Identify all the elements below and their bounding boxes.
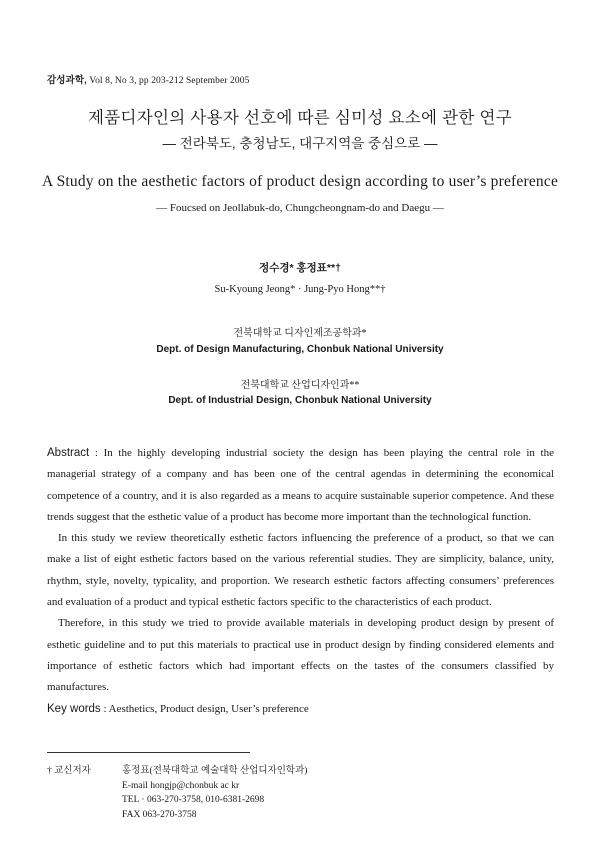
affiliation-2-korean: 전북대학교 산업디자인과** bbox=[240, 380, 360, 391]
abstract-paragraph-1 bbox=[47, 443, 554, 528]
journal-name: 감성과학, bbox=[47, 75, 87, 86]
subtitle-korean: — 전라북도, 충청남도, 대구지역을 중심으로 — bbox=[162, 136, 438, 151]
subtitle-english: — Foucsed on Jeollabuk-do, Chungcheongnam-do and Daegu — bbox=[156, 202, 444, 214]
footnote-email: E-mail hongjp@chonbuk ac kr bbox=[122, 780, 240, 791]
keywords-line bbox=[47, 699, 554, 720]
keywords-text: Aesthetics, Product design, User’s preference bbox=[108, 702, 309, 715]
affiliation-2-english: Dept. of Industrial Design, Chonbuk National University bbox=[168, 395, 432, 406]
authors-english: Su-Kyoung Jeong* · Jung-Pyo Hong**† bbox=[214, 284, 386, 295]
journal-info: Vol 8, No 3, pp 203-212 September 2005 bbox=[86, 76, 250, 86]
footnote-fax: FAX 063-270-3758 bbox=[122, 809, 197, 820]
affiliation-1-korean: 전북대학교 디자인제조공학과* bbox=[233, 328, 367, 339]
affiliation-1-english: Dept. of Design Manufacturing, Chonbuk National University bbox=[156, 344, 444, 355]
title-english: A Study on the aesthetic factors of product design according to user’s preference bbox=[41, 173, 559, 190]
footnote-mark: † 교신저자 bbox=[47, 766, 91, 776]
abstract-section bbox=[47, 443, 554, 720]
abstract-separator: : bbox=[89, 447, 104, 459]
footnote-divider bbox=[47, 752, 250, 753]
keywords-separator: : bbox=[100, 702, 109, 715]
abstract-text-1: In the highly developing industrial society the design has been playing the central role in the managerial strategy of a company and has been one of the central agendas in determining the economical competence of a country, and it is also regarded as a means to acquire sustainable superior competence. And these trends suggest that the esthetic value of a product has become more important than the technological function. bbox=[47, 447, 554, 523]
keywords-label: Key words bbox=[47, 702, 101, 715]
abstract-label: Abstract bbox=[47, 447, 90, 459]
footnote-author: 홍정표(전북대학교 예술대학 산업디자인학과) bbox=[122, 766, 308, 776]
authors-korean: 정수경* 홍정표**† bbox=[259, 262, 341, 274]
footnote bbox=[47, 764, 307, 822]
title-korean: 제품디자인의 사용자 선호에 따른 심미성 요소에 관한 연구 bbox=[88, 109, 512, 127]
abstract-paragraph-3: Therefore, in this study we tried to provide available materials in developing product design by present of esthetic guideline and to put this materials to practical use in product design by finding considered elements and importance of esthetic factors which had important effects on the tastes of the consumers classified by manufactures. bbox=[47, 617, 554, 694]
journal-citation bbox=[47, 72, 249, 86]
footnote-tel: TEL · 063-270-3758, 010-6381-2698 bbox=[122, 795, 265, 805]
abstract-paragraph-2: In this study we review theoretically esthetic factors influencing the preference of a product, so that we can make a list of eight esthetic factors based on the various referential studies. They are simplicity, balance, unity, rhythm, style, novelty, typicality, and proportion. We research esthetic factors affecting consumers’ preferences and evaluation of a product and typical esthetic factors specific to the characteristics of each product. bbox=[47, 532, 554, 609]
